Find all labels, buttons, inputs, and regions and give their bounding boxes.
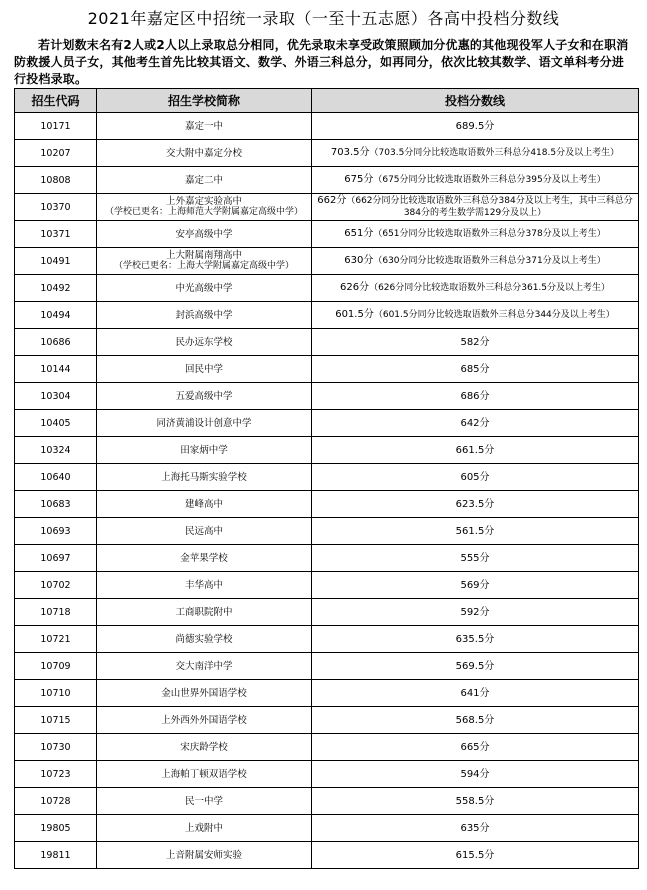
table-row — [15, 707, 639, 734]
score-value: 630分 — [344, 255, 374, 266]
score-cell — [312, 113, 639, 140]
score-cell — [312, 437, 639, 464]
school-name-cell — [97, 167, 312, 194]
score-value: 703.5分 — [330, 147, 370, 158]
school-name: 交大南洋中学 — [175, 660, 233, 672]
table-row — [15, 842, 639, 869]
score-value: 665分 — [460, 741, 490, 753]
school-name-cell — [97, 599, 312, 626]
score-tiebreak-note: （703.5分同分比较选取语数外三科总分418.5分及以上考生） — [369, 148, 620, 158]
school-name: 上外嘉定实验高中 — [165, 196, 242, 207]
table-row — [15, 167, 639, 194]
school-name: 上音附属安师实验 — [165, 849, 242, 861]
school-name-cell — [97, 221, 312, 248]
table-row — [15, 599, 639, 626]
school-name-cell — [97, 113, 312, 140]
table-row — [15, 140, 639, 167]
table-row — [15, 194, 639, 221]
school-name: 安亭高级中学 — [175, 228, 233, 240]
school-name: 民办远东学校 — [175, 336, 233, 348]
score-cell — [312, 275, 639, 302]
score-table — [14, 88, 639, 869]
school-name-cell — [97, 491, 312, 518]
score-cell — [312, 788, 639, 815]
school-code: 10723 — [15, 761, 97, 788]
score-cell — [312, 248, 639, 275]
table-row — [15, 410, 639, 437]
score-value: 594分 — [460, 768, 490, 780]
school-name-cell — [97, 356, 312, 383]
table-row — [15, 545, 639, 572]
score-value: 615.5分 — [455, 849, 495, 861]
table-row — [15, 113, 639, 140]
school-name: 五爱高级中学 — [175, 390, 233, 402]
school-name: 上戏附中 — [184, 822, 223, 834]
school-name: 工商职院附中 — [175, 606, 233, 618]
score-value: 569分 — [460, 579, 490, 591]
score-cell — [312, 221, 639, 248]
table-row — [15, 356, 639, 383]
school-name-cell — [97, 815, 312, 842]
school-code: 10808 — [15, 167, 97, 194]
school-name-cell — [97, 788, 312, 815]
school-name-cell — [97, 761, 312, 788]
score-cell — [312, 140, 639, 167]
school-name: 尚德实验学校 — [175, 633, 233, 645]
score-tiebreak-note: （626分同分比较选取语数外三科总分361.5分及以上考生） — [369, 283, 611, 293]
header-score: 投档分数线 — [312, 89, 639, 113]
score-value: 635.5分 — [455, 633, 495, 645]
score-cell — [312, 815, 639, 842]
school-code: 10405 — [15, 410, 97, 437]
school-name-cell — [97, 653, 312, 680]
school-code: 19805 — [15, 815, 97, 842]
table-row — [15, 815, 639, 842]
school-name: 同济黄浦设计创意中学 — [156, 417, 252, 429]
school-code: 10491 — [15, 248, 97, 275]
table-row — [15, 329, 639, 356]
score-value: 642分 — [460, 417, 490, 429]
school-name: 嘉定二中 — [184, 174, 223, 186]
school-name: 丰华高中 — [184, 579, 223, 591]
school-name: 上海帕丁顿双语学校 — [161, 768, 247, 780]
school-name-cell — [97, 194, 312, 221]
score-cell — [312, 680, 639, 707]
school-code: 10693 — [15, 518, 97, 545]
school-name: 封浜高级中学 — [175, 309, 233, 321]
school-code: 10370 — [15, 194, 97, 221]
school-name-cell — [97, 572, 312, 599]
school-name-cell — [97, 437, 312, 464]
school-code: 10715 — [15, 707, 97, 734]
score-value: 605分 — [460, 471, 490, 483]
school-name-cell — [97, 383, 312, 410]
school-name-cell — [97, 329, 312, 356]
score-cell — [312, 194, 639, 221]
score-value: 623.5分 — [455, 498, 495, 510]
score-value: 626分 — [339, 282, 370, 293]
school-code: 10640 — [15, 464, 97, 491]
school-name-cell — [97, 302, 312, 329]
score-tiebreak-note: （630分同分比较选取语数外三科总分371分及以上考生） — [373, 256, 606, 266]
score-cell — [312, 464, 639, 491]
school-name-cell — [97, 680, 312, 707]
school-name: 上外西外外国语学校 — [161, 714, 247, 726]
header-code: 招生代码 — [15, 89, 97, 113]
school-code: 10144 — [15, 356, 97, 383]
score-cell — [312, 761, 639, 788]
score-value: 601.5分 — [335, 309, 374, 320]
school-name-cell — [97, 275, 312, 302]
score-cell — [312, 383, 639, 410]
table-row — [15, 221, 639, 248]
school-code: 10697 — [15, 545, 97, 572]
score-value: 685分 — [460, 363, 490, 375]
school-name: 民一中学 — [184, 795, 223, 807]
score-value: 641分 — [460, 687, 490, 699]
score-tiebreak-note: （675分同分比较选取语数外三科总分395分及以上考生） — [373, 175, 606, 185]
table-row — [15, 734, 639, 761]
table-body — [15, 113, 639, 869]
score-cell — [312, 626, 639, 653]
score-value: 675分 — [344, 174, 374, 185]
school-name-cell — [97, 734, 312, 761]
intro-paragraph: 若计划数末名有2人或2人以上录取总分相同，优先录取未享受政策照顾加分优惠的其他现役军人子女和在职消防救援人员子女，其他考生首先比较其语文、数学、外语三科总分，如再同分，依次比较其数学、语文单科考分进行投档录取。 — [14, 38, 629, 86]
school-code: 10494 — [15, 302, 97, 329]
school-name: 金苹果学校 — [180, 552, 228, 564]
score-value: 558.5分 — [455, 795, 495, 807]
school-name-cell — [97, 140, 312, 167]
table-row — [15, 383, 639, 410]
school-name: 上大附属南翔高中 — [165, 250, 242, 261]
school-renamed-note: （学校已更名：上海师范大学附属嘉定高级中学） — [104, 207, 303, 217]
school-name-cell — [97, 707, 312, 734]
score-value: 592分 — [460, 606, 490, 618]
school-code: 10492 — [15, 275, 97, 302]
table-row — [15, 491, 639, 518]
score-value: 582分 — [460, 336, 490, 348]
table-row — [15, 248, 639, 275]
school-name-cell — [97, 518, 312, 545]
table-row — [15, 761, 639, 788]
score-tiebreak-note: （601.5分同分比较选取语数外三科总分344分及以上考生） — [373, 310, 615, 320]
table-row — [15, 464, 639, 491]
table-row — [15, 302, 639, 329]
score-cell — [312, 518, 639, 545]
school-name: 上海托马斯实验学校 — [161, 471, 247, 483]
score-value: 689.5分 — [455, 120, 495, 132]
score-value: 635分 — [460, 822, 490, 834]
table-row — [15, 275, 639, 302]
score-tiebreak-note: （651分同分比较选取语数外三科总分378分及以上考生） — [373, 229, 606, 239]
school-name: 嘉定一中 — [184, 120, 223, 132]
table-row — [15, 572, 639, 599]
score-cell — [312, 491, 639, 518]
score-cell — [312, 599, 639, 626]
school-name: 中光高级中学 — [175, 282, 233, 294]
score-cell — [312, 356, 639, 383]
table-row — [15, 437, 639, 464]
score-value: 651分 — [344, 228, 374, 239]
score-value: 569.5分 — [455, 660, 495, 672]
school-name: 宋庆龄学校 — [180, 741, 228, 753]
school-code: 10324 — [15, 437, 97, 464]
score-cell — [312, 302, 639, 329]
school-code: 10171 — [15, 113, 97, 140]
score-cell — [312, 545, 639, 572]
score-cell — [312, 410, 639, 437]
score-cell — [312, 707, 639, 734]
school-code: 10728 — [15, 788, 97, 815]
school-code: 10709 — [15, 653, 97, 680]
school-code: 10686 — [15, 329, 97, 356]
school-code: 10304 — [15, 383, 97, 410]
score-cell — [312, 329, 639, 356]
score-cell — [312, 842, 639, 869]
table-header-row — [15, 89, 639, 113]
school-name: 金山世界外国语学校 — [161, 687, 247, 699]
school-code: 10683 — [15, 491, 97, 518]
table-row — [15, 626, 639, 653]
score-value: 661.5分 — [455, 444, 495, 456]
school-name-cell — [97, 410, 312, 437]
school-code: 10730 — [15, 734, 97, 761]
score-value: 561.5分 — [455, 525, 495, 537]
score-tiebreak-note: （662分同分比较选取语数外三科总分384分及以上考生，其中三科总分384分的考生数学需129分及以上） — [346, 196, 633, 218]
score-cell — [312, 167, 639, 194]
school-code: 10721 — [15, 626, 97, 653]
score-value: 662分 — [317, 195, 347, 206]
table-row — [15, 518, 639, 545]
school-code: 10371 — [15, 221, 97, 248]
school-name: 建峰高中 — [184, 498, 223, 510]
table-row — [15, 680, 639, 707]
school-code: 10702 — [15, 572, 97, 599]
school-renamed-note: （学校已更名：上海大学附属嘉定高级中学） — [113, 261, 294, 271]
school-name-cell — [97, 545, 312, 572]
table-row — [15, 653, 639, 680]
table-row — [15, 788, 639, 815]
score-cell — [312, 653, 639, 680]
score-value: 686分 — [460, 390, 490, 402]
school-code: 10718 — [15, 599, 97, 626]
school-code: 10207 — [15, 140, 97, 167]
header-school: 招生学校简称 — [97, 89, 312, 113]
score-value: 555分 — [460, 552, 490, 564]
score-cell — [312, 734, 639, 761]
school-name: 回民中学 — [184, 363, 223, 375]
score-value: 568.5分 — [455, 714, 495, 726]
school-name-cell — [97, 248, 312, 275]
score-cell — [312, 572, 639, 599]
school-name-cell — [97, 626, 312, 653]
school-name-cell — [97, 842, 312, 869]
school-code: 19811 — [15, 842, 97, 869]
school-name: 民远高中 — [184, 525, 223, 537]
school-name: 田家炳中学 — [180, 444, 228, 456]
school-name-cell — [97, 464, 312, 491]
school-code: 10710 — [15, 680, 97, 707]
school-name: 交大附中嘉定分校 — [165, 147, 242, 159]
page-title: 2021年嘉定区中招统一录取（一至十五志愿）各高中投档分数线 — [87, 9, 560, 28]
